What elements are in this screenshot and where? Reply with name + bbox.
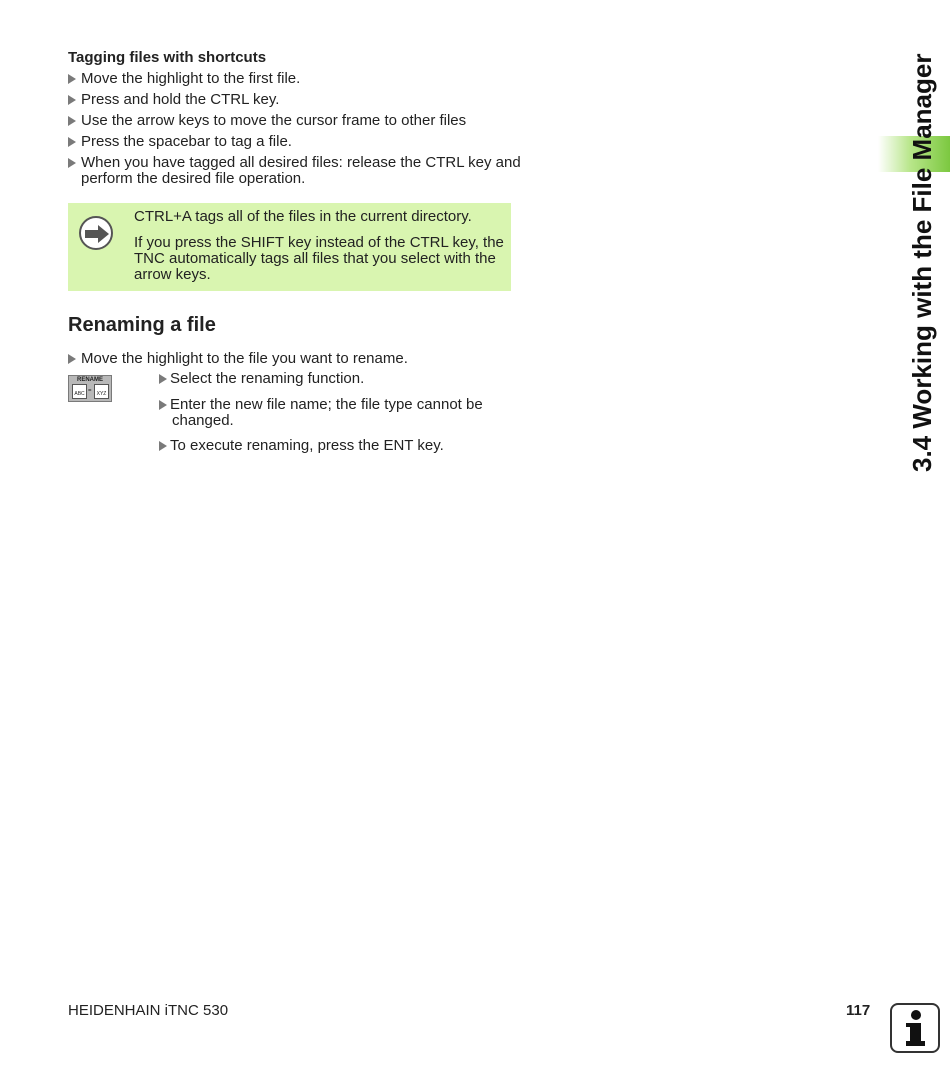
renaming-substep-c: To execute renaming, press the ENT key. bbox=[170, 437, 444, 454]
bullet-arrow-icon bbox=[159, 400, 167, 410]
footer-product: HEIDENHAIN iTNC 530 bbox=[68, 1002, 229, 1019]
note-line-1: CTRL+A tags all of the files in the current directory. bbox=[134, 208, 472, 225]
note-line-2b: TNC automatically tags all files that you select with the bbox=[134, 250, 496, 267]
bullet-arrow-icon bbox=[159, 441, 167, 451]
renaming-substep-b-cont: changed. bbox=[172, 412, 234, 429]
section-title: Renaming a file bbox=[68, 314, 216, 336]
info-icon bbox=[890, 1003, 940, 1053]
bullet-arrow-icon bbox=[68, 354, 76, 364]
tagging-step-2: Press and hold the CTRL key. bbox=[81, 91, 280, 108]
note-line-2c: arrow keys. bbox=[134, 266, 211, 283]
arrow-right-icon bbox=[79, 216, 113, 250]
renaming-step-1: Move the highlight to the file you want to rename. bbox=[81, 350, 408, 367]
softkey-sep: = bbox=[88, 388, 92, 394]
bullet-arrow-icon bbox=[68, 158, 76, 168]
tagging-step-3: Use the arrow keys to move the cursor frame to other files bbox=[81, 112, 467, 129]
rename-softkey-icon bbox=[68, 375, 112, 402]
tagging-step-1: Move the highlight to the first file. bbox=[81, 70, 301, 87]
tagging-step-5-cont: perform the desired file operation. bbox=[81, 170, 306, 187]
softkey-to: XYZ bbox=[94, 384, 109, 399]
bullet-arrow-icon bbox=[159, 374, 167, 384]
chapter-title: 3.4 Working with the File Manager bbox=[907, 53, 937, 472]
tagging-heading: Tagging files with shortcuts bbox=[68, 49, 267, 66]
note-line-2a: If you press the SHIFT key instead of the CTRL key, the bbox=[134, 234, 504, 251]
bullet-arrow-icon bbox=[68, 74, 76, 84]
renaming-substep-a: Select the renaming function. bbox=[170, 370, 365, 387]
bullet-arrow-icon bbox=[68, 95, 76, 105]
bullet-arrow-icon bbox=[68, 116, 76, 126]
softkey-from: ABC bbox=[72, 384, 87, 399]
softkey-label: RENAME bbox=[76, 377, 103, 383]
bullet-arrow-icon bbox=[68, 137, 76, 147]
renaming-substep-b: Enter the new file name; the file type cannot be bbox=[170, 396, 483, 413]
page-number: 117 bbox=[846, 1002, 871, 1019]
tagging-step-4: Press the spacebar to tag a file. bbox=[81, 133, 292, 150]
tagging-step-5: When you have tagged all desired files: release the CTRL key and bbox=[81, 154, 521, 171]
